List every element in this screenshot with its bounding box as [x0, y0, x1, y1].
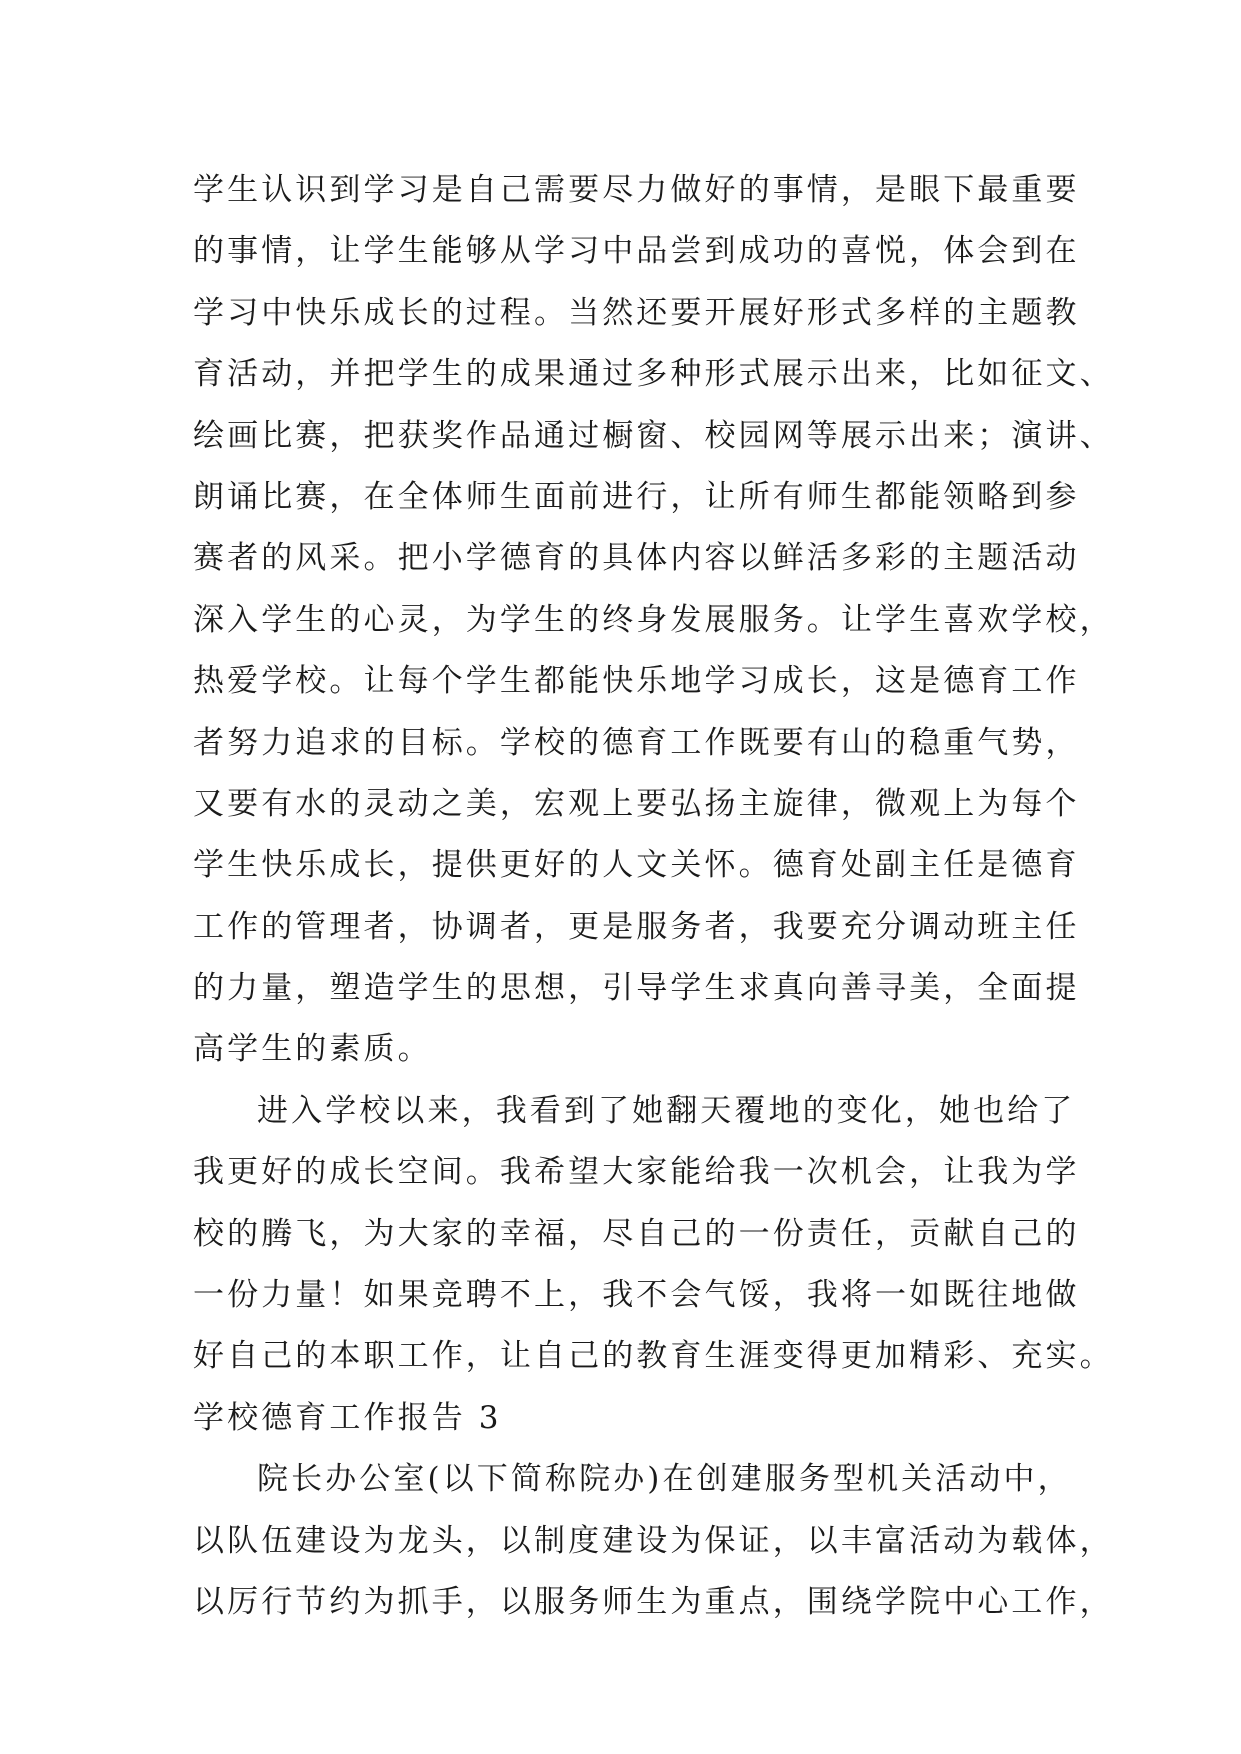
- body-line: 育活动，并把学生的成果通过多种形式展示出来，比如征文、: [193, 356, 1114, 393]
- body-line: 工作的管理者，协调者，更是服务者，我要充分调动班主任: [193, 908, 1080, 945]
- body-line: 高学生的素质。: [193, 1031, 432, 1068]
- paragraph-start-line: 进入学校以来，我看到了她翻天覆地的变化，她也给了: [257, 1092, 1076, 1129]
- body-line: 一份力量！如果竞聘不上，我不会气馁，我将一如既往地做: [193, 1277, 1080, 1314]
- document-body: [193, 160, 1114, 1633]
- body-line: 的力量，塑造学生的思想，引导学生求真向善寻美，全面提: [193, 970, 1080, 1007]
- body-line: 深入学生的心灵，为学生的终身发展服务。让学生喜欢学校，: [193, 601, 1114, 638]
- body-line: 校的腾飞，为大家的幸福，尽自己的一份责任，贡献自己的: [193, 1215, 1080, 1252]
- body-line: 朗诵比赛，在全体师生面前进行，让所有师生都能领略到参: [193, 478, 1080, 515]
- body-line: 学生快乐成长，提供更好的人文关怀。德育处副主任是德育: [193, 847, 1080, 884]
- body-line: 学生认识到学习是自己需要尽力做好的事情，是眼下最重要: [193, 172, 1080, 208]
- body-line: 学习中快乐成长的过程。当然还要开展好形式多样的主题教: [193, 294, 1080, 331]
- body-line: 绘画比赛，把获奖作品通过橱窗、校园网等展示出来；演讲、: [193, 417, 1114, 454]
- body-line: 以厉行节约为抓手，以服务师生为重点，围绕学院中心工作，: [193, 1583, 1114, 1620]
- body-line: 热爱学校。让每个学生都能快乐地学习成长，这是德育工作: [193, 663, 1080, 700]
- body-line: 者努力追求的目标。学校的德育工作既要有山的稳重气势，: [193, 724, 1080, 761]
- section-heading: 学校德育工作报告 3: [193, 1399, 502, 1436]
- body-line: 赛者的风采。把小学德育的具体内容以鲜活多彩的主题活动: [193, 540, 1080, 577]
- body-line: 我更好的成长空间。我希望大家能给我一次机会，让我为学: [193, 1154, 1080, 1191]
- body-line: 好自己的本职工作，让自己的教育生涯变得更加精彩、充实。: [193, 1338, 1114, 1375]
- body-line: 的事情，让学生能够从学习中品尝到成功的喜悦，体会到在: [193, 233, 1080, 270]
- paragraph-start-line: 院长办公室(以下简称院办)在创建服务型机关活动中，: [257, 1461, 1072, 1498]
- body-line: 又要有水的灵动之美，宏观上要弘扬主旋律，微观上为每个: [193, 785, 1080, 822]
- body-line: 以队伍建设为龙头，以制度建设为保证，以丰富活动为载体，: [193, 1522, 1114, 1559]
